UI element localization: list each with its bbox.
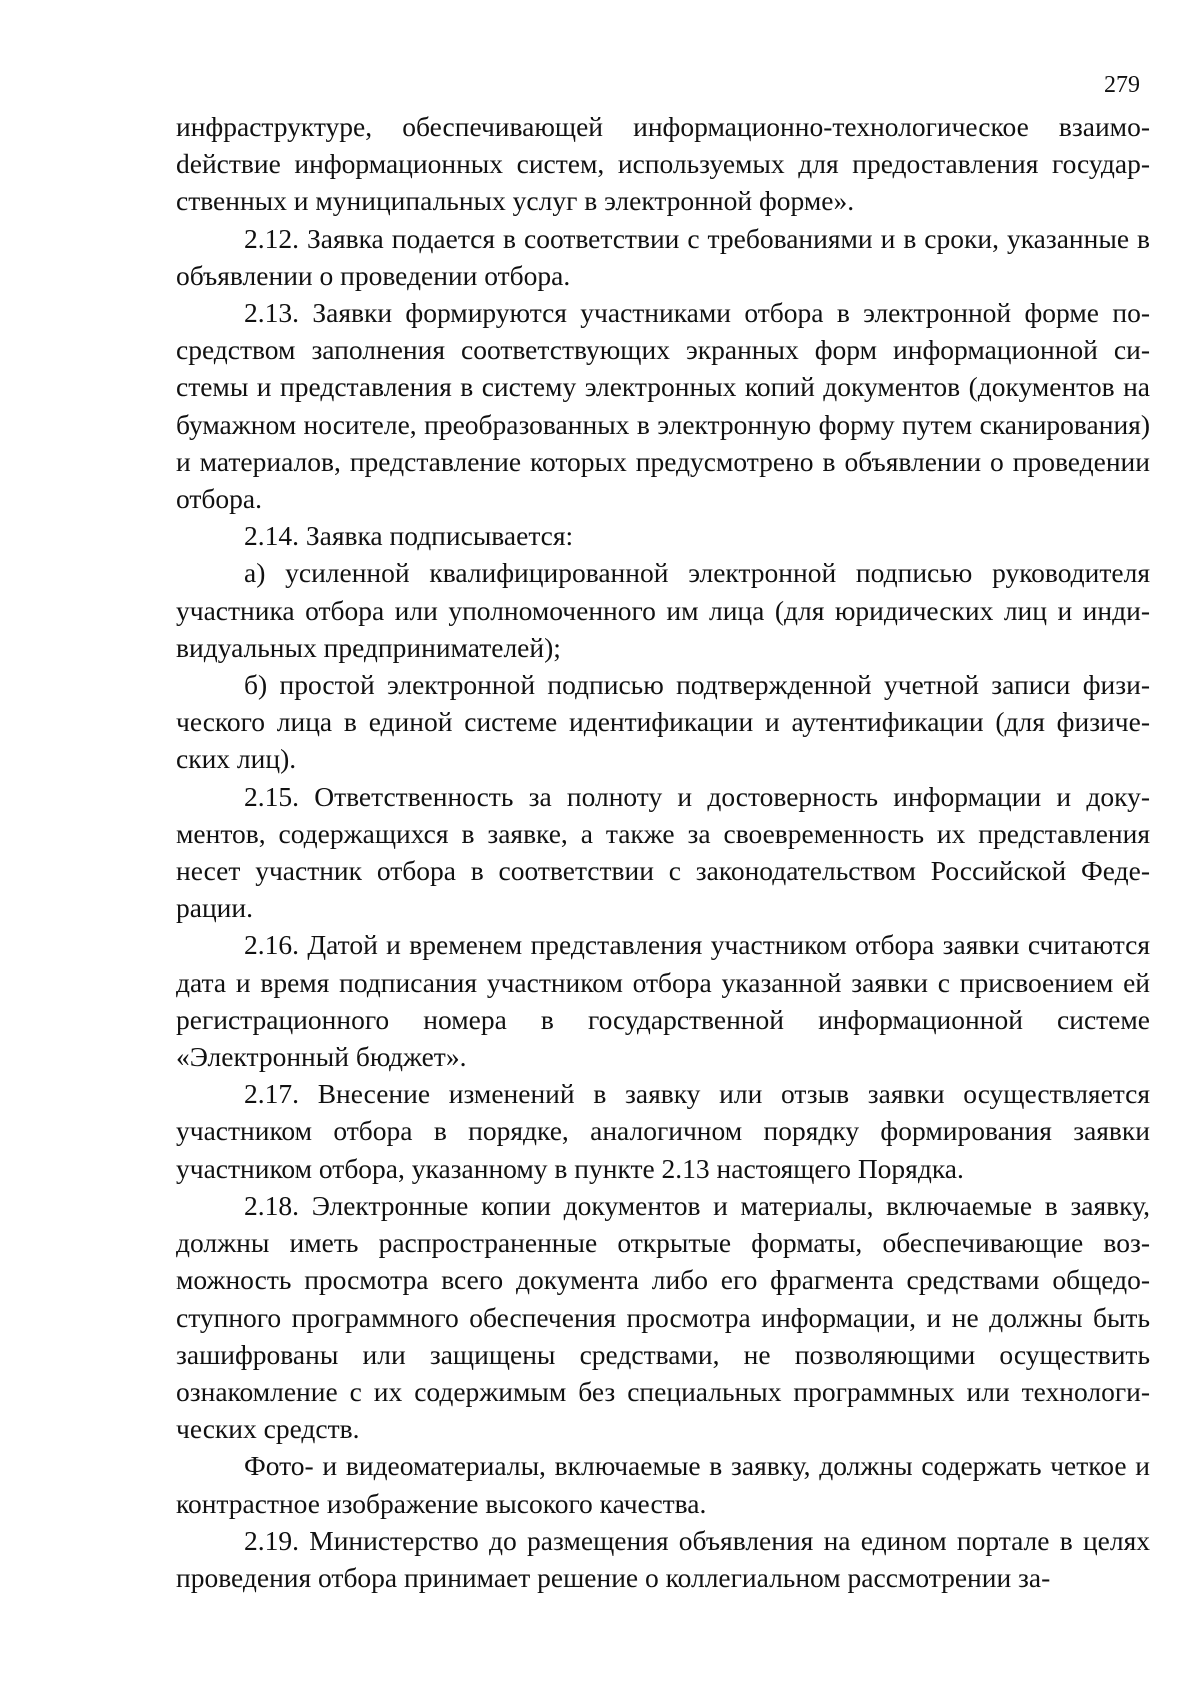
paragraph-2-14: 2.14. Заявка подписывается: [244, 520, 574, 552]
paragraph-2-19: 2.19. Министерство до размещения объявления на едином портале в целях проведения отбора принимает решение о коллегиальном рассмотрении за- [176, 1524, 1150, 1593]
paragraph-photo-video: Фото- и видеоматериалы, включаемые в заявку, должны содержать четкое и контрастное изображение высокого качества. [176, 1450, 1150, 1519]
paragraph-2-13: 2.13. Заявки формируются участниками отбора в электронной форме посредством заполнения соответствующих экранных форм информационной системы и представления в систему электронных копий документов (документов на бумажном носителе, преобразованных в электронную форму путем сканирования) и материалов, представление которых предусмотрено в объявлении о проведении отбора. [176, 297, 1150, 515]
paragraph-2-12: 2.12. Заявка подается в соответствии с требованиями и в сроки, указанные в объявлении о проведении отбора. [176, 222, 1150, 291]
paragraph-2-14-a: а) усиленной квалифицированной электронной подписью руководителя участника отбора или уполномоченного им лица (для юридических лиц и индивидуальных предпринимателей); [176, 557, 1150, 663]
paragraph-continuation: инфраструктуре, обеспечивающей информационно-технологическое взаимоdействие информационных систем, используемых для предоставления государственных и муниципальных услуг в электронной форме». [176, 111, 1150, 217]
paragraph-2-18: 2.18. Электронные копии документов и материалы, включаемые в заявку, должны иметь распространенные открытые форматы, обеспечивающие возможность просмотра всего документа либо его фрагмента средствами общедоступного программного обеспечения просмотра информации, и не должны быть зашифрованы или защищены средствами, не позволяющими осуществить ознакомление с их содержимым без специальных программных или технологических средств. [176, 1189, 1150, 1445]
page-number: 279 [1104, 72, 1140, 98]
paragraph-2-16: 2.16. Датой и временем представления участником отбора заявки считаются дата и время подписания участником отбора указанной заявки с присвоением ей регистрационного номера в государственной информационной системе «Электронный бюджет». [176, 929, 1150, 1073]
paragraph-2-14-b: б) простой электронной подписью подтвержденной учетной записи физического лица в единой системе идентификации и аутентификации (для физических лиц). [176, 669, 1150, 775]
paragraph-2-17: 2.17. Внесение изменений в заявку или отзыв заявки осуществляется участником отбора в порядке, аналогичном порядку формирования заявки участником отбора, указанному в пункте 2.13 настоящего Порядка. [176, 1078, 1150, 1184]
paragraph-2-15: 2.15. Ответственность за полноту и достоверность информации и документов, содержащихся в заявке, а также за своевременность их представления несет участник отбора в соответствии с законодательством Российской Федерации. [176, 780, 1150, 924]
document-body [176, 108, 1150, 1596]
